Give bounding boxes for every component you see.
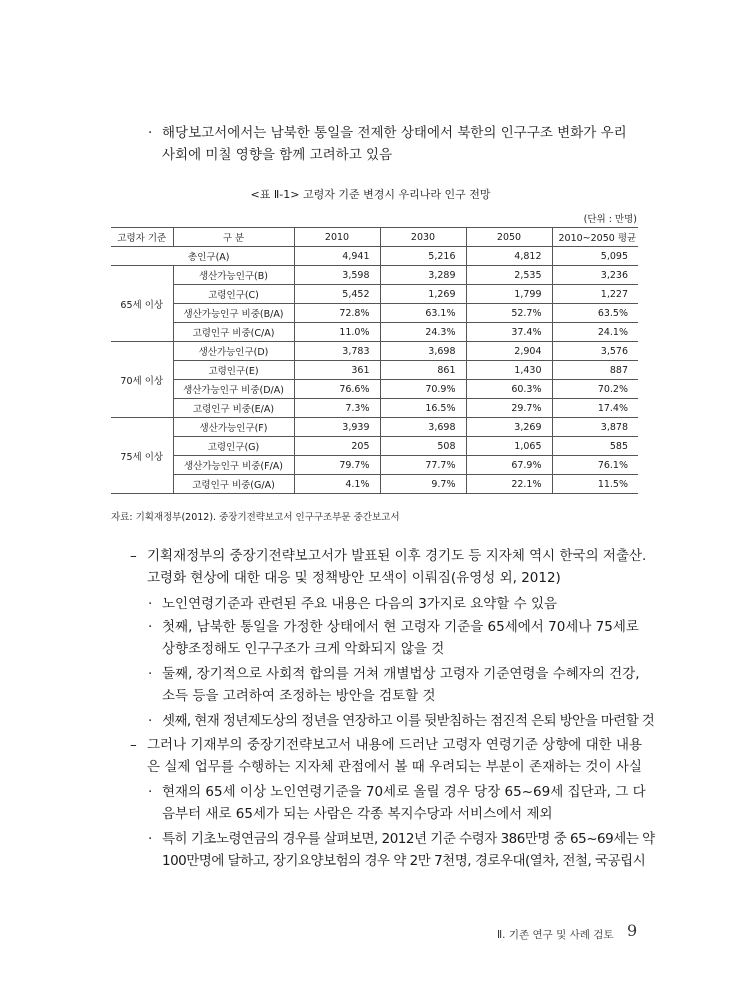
body-line: 은 실제 업무를 수행하는 지자체 관점에서 볼 때 우려되는 부분이 존재하는 것이 사실: [147, 759, 642, 775]
table-row: [111, 361, 638, 380]
table-cell: 3,878: [552, 418, 638, 437]
footer-chapter-title: Ⅱ. 기존 연구 및 사례 검토: [497, 929, 614, 941]
body-line: 음부터 새로 65세가 되는 사람은 각종 복지수당과 서비스에서 제외: [162, 806, 553, 822]
intro-line: 사회에 미칠 영향을 함께 고려하고 있음: [162, 147, 393, 163]
bullet-marker: ·: [148, 596, 153, 612]
row-label: 생산가능인구 비중(D/A): [173, 380, 294, 399]
body-item: [148, 616, 639, 660]
table-cell: 37.4%: [466, 323, 552, 342]
bullet-marker: ·: [148, 831, 152, 847]
body-item: [148, 710, 654, 732]
body-item: [130, 734, 642, 778]
dash-marker: –: [130, 737, 137, 753]
body-line: 노인연령기준과 관련된 주요 내용은 다음의 3가지로 요약할 수 있음: [162, 596, 558, 612]
table-cell: 5,216: [380, 247, 466, 266]
table-cell: 2,535: [466, 266, 552, 285]
table-cell: 63.5%: [552, 304, 638, 323]
body-item: [148, 828, 655, 872]
bullet-marker: ·: [148, 125, 153, 141]
table-cell: 70.9%: [380, 380, 466, 399]
table-cell: 11.0%: [294, 323, 380, 342]
page-number: 9: [627, 921, 638, 940]
row-label: 고령인구(E): [173, 361, 294, 380]
table-cell: 5,095: [552, 247, 638, 266]
table-row: [111, 437, 638, 456]
bullet-marker: ·: [148, 713, 152, 729]
table-cell: 508: [380, 437, 466, 456]
table-cell: 60.3%: [466, 380, 552, 399]
table-cell: 1,430: [466, 361, 552, 380]
table-row: [111, 323, 638, 342]
population-table: [111, 227, 638, 494]
table-row: [111, 304, 638, 323]
body-line: 둘째, 장기적으로 사회적 합의를 거쳐 개별법상 고령자 기준연령을 수혜자의 건강,: [162, 666, 640, 682]
bullet-marker: ·: [148, 666, 153, 682]
table-cell: 3,698: [380, 342, 466, 361]
header-cell: 고령자 기준: [111, 228, 173, 247]
header-cell: 2050: [466, 228, 552, 247]
bullet-marker: ·: [148, 619, 153, 635]
row-label: 고령인구 비중(C/A): [173, 323, 294, 342]
table-cell: 76.6%: [294, 380, 380, 399]
row-label: 고령인구 비중(E/A): [173, 399, 294, 418]
table-cell: 4,941: [294, 247, 380, 266]
table-cell: 7.3%: [294, 399, 380, 418]
table-cell: 4,812: [466, 247, 552, 266]
group-label: 75세 이상: [111, 418, 173, 494]
table-caption: <표 Ⅱ-1> 고령자 기준 변경시 우리나라 인구 전망: [250, 188, 491, 201]
group-label: 70세 이상: [111, 342, 173, 418]
row-label: 생산가능인구 비중(F/A): [173, 456, 294, 475]
row-label: 고령인구 비중(G/A): [173, 475, 294, 494]
table-cell: 24.3%: [380, 323, 466, 342]
table-cell: 3,939: [294, 418, 380, 437]
row-label: 고령인구(C): [173, 285, 294, 304]
table-row: [111, 285, 638, 304]
table-cell: 17.4%: [552, 399, 638, 418]
body-item: [148, 781, 646, 825]
table-cell: 72.8%: [294, 304, 380, 323]
table-cell: 3,269: [466, 418, 552, 437]
table-row: [111, 247, 638, 266]
row-label: 고령인구(G): [173, 437, 294, 456]
body-line: 특히 기초노령연금의 경우를 살펴보면, 2012년 기준 수령자 386만명 중 65~69세는 약: [162, 831, 655, 847]
body-item: [130, 545, 646, 589]
table-cell: 29.7%: [466, 399, 552, 418]
header-cell: 2010~2050 평균: [552, 228, 638, 247]
table-cell: 1,269: [380, 285, 466, 304]
intro-paragraph: [148, 122, 627, 166]
intro-line: 해당보고서에서는 남북한 통일을 전제한 상태에서 북한의 인구구조 변화가 우리: [162, 125, 627, 141]
table-cell: 887: [552, 361, 638, 380]
table-row: [111, 342, 638, 361]
table-cell: 3,576: [552, 342, 638, 361]
body-line: 100만명에 달하고, 장기요양보험의 경우 약 2만 7천명, 경로우대(열차, 전철, 국공립시: [162, 853, 646, 869]
table-cell: 861: [380, 361, 466, 380]
table-row: [111, 475, 638, 494]
body-line: 고령화 현상에 대한 대응 및 정책방안 모색이 이뤄짐(유영성 외, 2012): [147, 570, 561, 586]
body-line: 그러나 기재부의 중장기전략보고서 내용에 드러난 고령자 연령기준 상향에 대한 내용: [147, 737, 643, 753]
table-cell: 205: [294, 437, 380, 456]
table-cell: 9.7%: [380, 475, 466, 494]
table-cell: 77.7%: [380, 456, 466, 475]
table-cell: 79.7%: [294, 456, 380, 475]
header-cell: 구 분: [173, 228, 294, 247]
table-cell: 1,227: [552, 285, 638, 304]
table-row: [111, 399, 638, 418]
table-cell: 70.2%: [552, 380, 638, 399]
table-cell: 3,236: [552, 266, 638, 285]
table-cell: 11.5%: [552, 475, 638, 494]
table-header-row: [111, 228, 638, 247]
body-line: 상향조정해도 인구구조가 크게 악화되지 않을 것: [162, 641, 445, 657]
body-line: 기획재정부의 중장기전략보고서가 발표된 이후 경기도 등 지자체 역시 한국의 저출산.: [147, 548, 647, 564]
table-cell: 585: [552, 437, 638, 456]
table-cell: 3,783: [294, 342, 380, 361]
table-cell: 1,799: [466, 285, 552, 304]
row-label: 생산가능인구(F): [173, 418, 294, 437]
row-label: 생산가능인구(B): [173, 266, 294, 285]
body-item: [148, 593, 557, 615]
table-cell: 22.1%: [466, 475, 552, 494]
table-cell: 4.1%: [294, 475, 380, 494]
body-line: 현재의 65세 이상 노인연령기준을 70세로 올릴 경우 당장 65~69세 집단과, 그 다: [162, 784, 646, 800]
table-cell: 67.9%: [466, 456, 552, 475]
row-label: 생산가능인구(D): [173, 342, 294, 361]
table-cell: 76.1%: [552, 456, 638, 475]
group-label: 65세 이상: [111, 266, 173, 342]
body-line: 첫째, 남북한 통일을 가정한 상태에서 현 고령자 기준을 65세에서 70세나 75세로: [162, 619, 639, 635]
dash-marker: –: [130, 548, 137, 564]
row-label: 총인구(A): [111, 247, 294, 266]
body-item: [148, 663, 640, 707]
body-line: 셋째, 현재 정년제도상의 정년을 연장하고 이를 뒷받침하는 점진적 은퇴 방안을 마련할 것: [162, 713, 655, 729]
table-cell: 3,289: [380, 266, 466, 285]
table-cell: 1,065: [466, 437, 552, 456]
header-cell: 2010: [294, 228, 380, 247]
table-row: [111, 380, 638, 399]
table-row: [111, 418, 638, 437]
table-cell: 2,904: [466, 342, 552, 361]
table-cell: 3,598: [294, 266, 380, 285]
table-cell: 24.1%: [552, 323, 638, 342]
row-label: 생산가능인구 비중(B/A): [173, 304, 294, 323]
table-row: [111, 266, 638, 285]
table-cell: 52.7%: [466, 304, 552, 323]
table-row: [111, 456, 638, 475]
table-cell: 16.5%: [380, 399, 466, 418]
unit-note: (단위 : 만명): [583, 214, 637, 225]
header-cell: 2030: [380, 228, 466, 247]
body-line: 소득 등을 고려하여 조정하는 방안을 검토할 것: [162, 688, 436, 704]
table-cell: 361: [294, 361, 380, 380]
table-cell: 3,698: [380, 418, 466, 437]
bullet-marker: ·: [148, 784, 153, 800]
source-note: 자료: 기획재정부(2012). 중장기전략보고서 인구구조부문 중간보고서: [111, 512, 400, 523]
table-cell: 63.1%: [380, 304, 466, 323]
table-cell: 5,452: [294, 285, 380, 304]
